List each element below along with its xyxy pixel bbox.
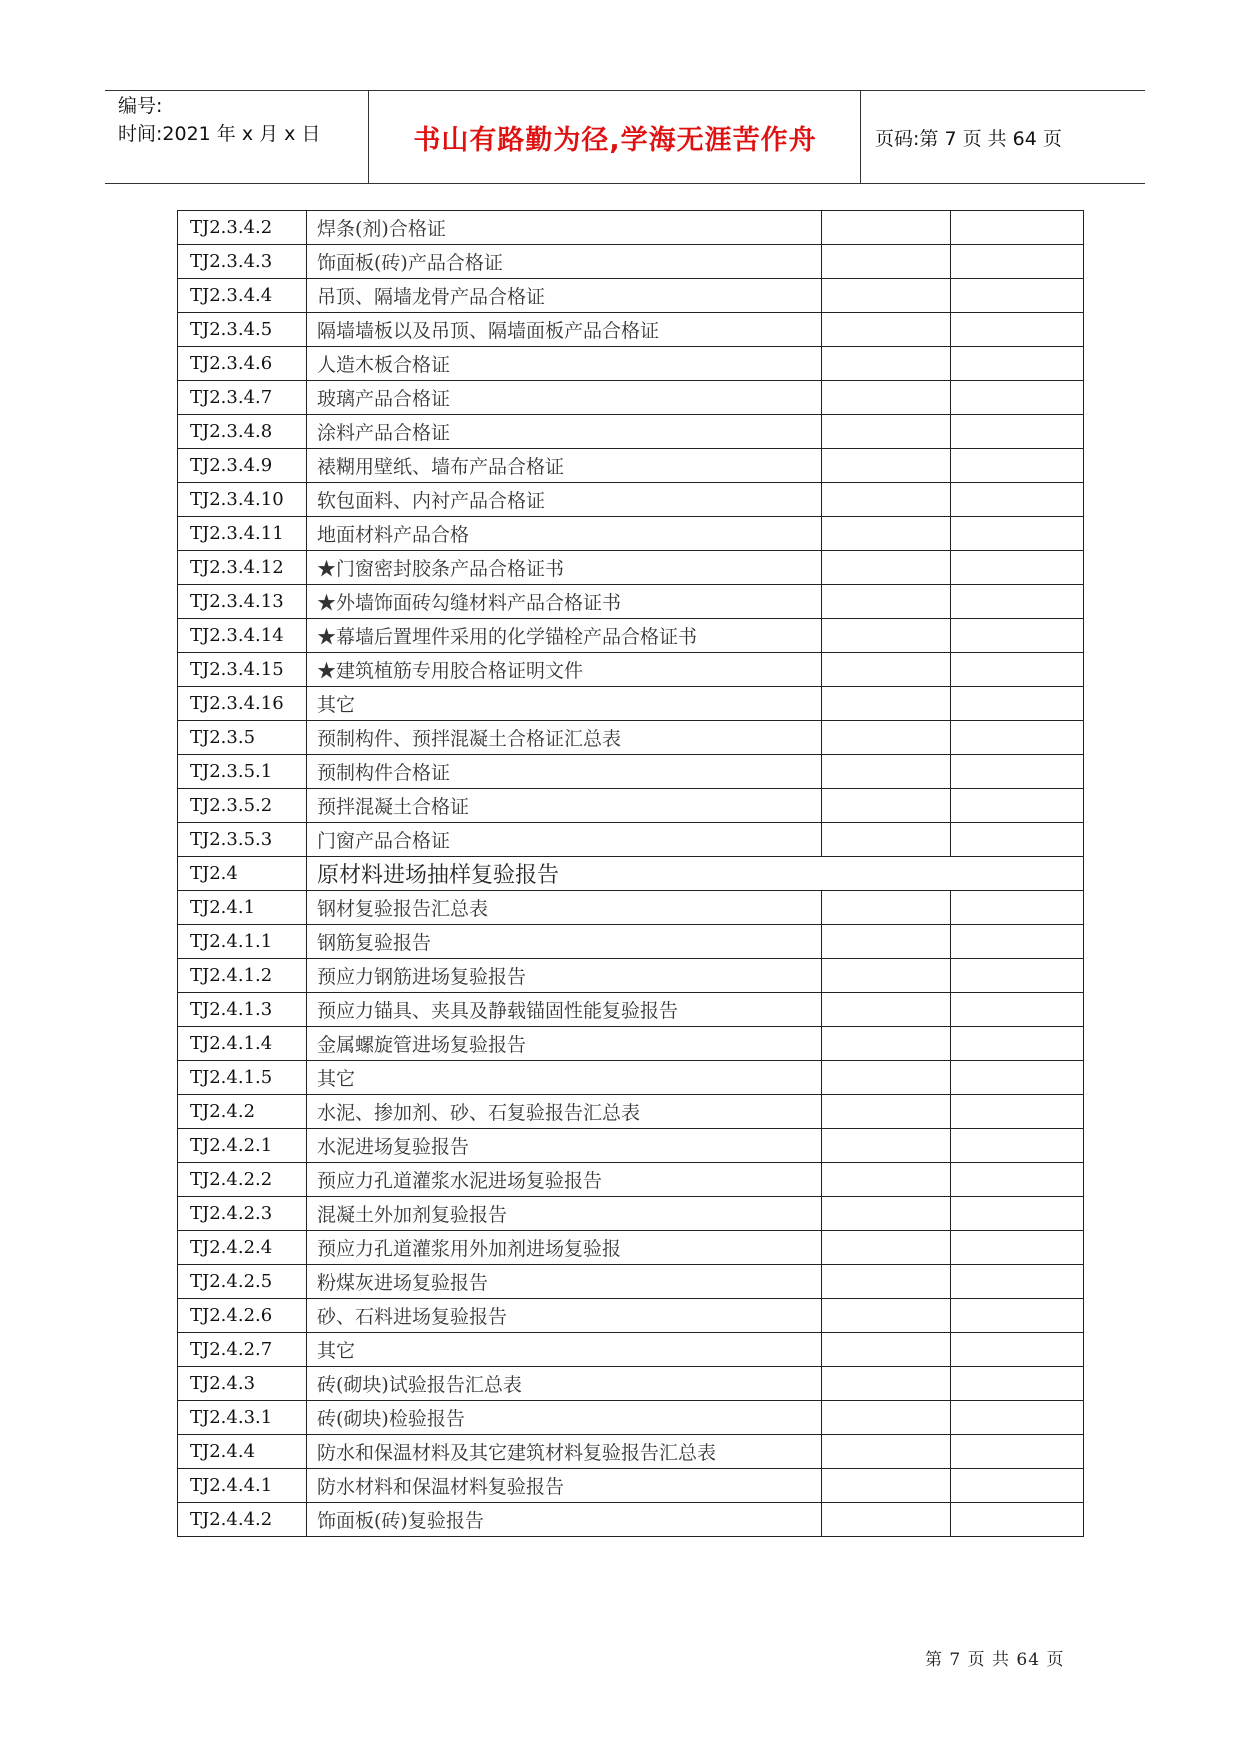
row-blank-cell-b bbox=[951, 1027, 1084, 1061]
row-code: TJ2.4.2.2 bbox=[178, 1163, 307, 1197]
row-blank-cell-a bbox=[822, 1197, 951, 1231]
row-blank-cell-b bbox=[951, 1333, 1084, 1367]
row-code: TJ2.3.4.12 bbox=[178, 551, 307, 585]
row-blank-cell-b bbox=[951, 687, 1084, 721]
row-code: TJ2.4.2.5 bbox=[178, 1265, 307, 1299]
row-blank-cell-a bbox=[822, 1469, 951, 1503]
row-code: TJ2.3.4.10 bbox=[178, 483, 307, 517]
table-row bbox=[178, 1095, 1084, 1129]
table-row bbox=[178, 857, 1084, 891]
row-code: TJ2.4.1.2 bbox=[178, 959, 307, 993]
table-row bbox=[178, 381, 1084, 415]
row-blank-cell-b bbox=[951, 619, 1084, 653]
header-divider-right bbox=[860, 90, 861, 183]
row-code: TJ2.4.3.1 bbox=[178, 1401, 307, 1435]
page-footer: 第 7 页 共 64 页 bbox=[925, 1650, 1065, 1670]
row-name: 粉煤灰进场复验报告 bbox=[307, 1265, 822, 1299]
row-name: 人造木板合格证 bbox=[307, 347, 822, 381]
table-row bbox=[178, 415, 1084, 449]
row-name: 地面材料产品合格 bbox=[307, 517, 822, 551]
row-code: TJ2.3.4.7 bbox=[178, 381, 307, 415]
row-name: 砖(砌块)检验报告 bbox=[307, 1401, 822, 1435]
row-blank-cell-a bbox=[822, 415, 951, 449]
table-row bbox=[178, 483, 1084, 517]
row-blank-cell-a bbox=[822, 1129, 951, 1163]
row-blank-cell-a bbox=[822, 585, 951, 619]
row-blank-cell-b bbox=[951, 449, 1084, 483]
row-blank-cell-b bbox=[951, 585, 1084, 619]
row-code: TJ2.3.4.14 bbox=[178, 619, 307, 653]
row-code: TJ2.4.4.1 bbox=[178, 1469, 307, 1503]
table-row bbox=[178, 245, 1084, 279]
row-name: 原材料进场抽样复验报告 bbox=[307, 857, 1084, 891]
row-blank-cell-b bbox=[951, 653, 1084, 687]
row-code: TJ2.4.2 bbox=[178, 1095, 307, 1129]
row-blank-cell-a bbox=[822, 755, 951, 789]
row-blank-cell-a bbox=[822, 279, 951, 313]
row-name: 预应力锚具、夹具及静载锚固性能复验报告 bbox=[307, 993, 822, 1027]
row-name: 防水材料和保温材料复验报告 bbox=[307, 1469, 822, 1503]
row-blank-cell-b bbox=[951, 993, 1084, 1027]
row-blank-cell-a bbox=[822, 823, 951, 857]
table-row bbox=[178, 1027, 1084, 1061]
table-row bbox=[178, 1061, 1084, 1095]
row-code: TJ2.3.4.5 bbox=[178, 313, 307, 347]
row-code: TJ2.3.4.3 bbox=[178, 245, 307, 279]
row-blank-cell-a bbox=[822, 619, 951, 653]
row-name: 门窗产品合格证 bbox=[307, 823, 822, 857]
row-name: 其它 bbox=[307, 687, 822, 721]
row-blank-cell-b bbox=[951, 1469, 1084, 1503]
row-code: TJ2.3.5 bbox=[178, 721, 307, 755]
row-code: TJ2.3.4.16 bbox=[178, 687, 307, 721]
row-code: TJ2.3.4.8 bbox=[178, 415, 307, 449]
row-code: TJ2.4.4.2 bbox=[178, 1503, 307, 1537]
row-code: TJ2.3.4.11 bbox=[178, 517, 307, 551]
row-blank-cell-a bbox=[822, 1503, 951, 1537]
row-code: TJ2.4.2.3 bbox=[178, 1197, 307, 1231]
row-blank-cell-a bbox=[822, 1435, 951, 1469]
row-name: 钢材复验报告汇总表 bbox=[307, 891, 822, 925]
row-code: TJ2.4.3 bbox=[178, 1367, 307, 1401]
row-blank-cell-b bbox=[951, 245, 1084, 279]
row-name: 涂料产品合格证 bbox=[307, 415, 822, 449]
row-blank-cell-a bbox=[822, 1333, 951, 1367]
row-blank-cell-a bbox=[822, 245, 951, 279]
row-code: TJ2.4.1.4 bbox=[178, 1027, 307, 1061]
row-code: TJ2.4.2.7 bbox=[178, 1333, 307, 1367]
row-code: TJ2.3.5.2 bbox=[178, 789, 307, 823]
time-label: 时间:2021 年 x 月 x 日 bbox=[118, 123, 321, 145]
row-code: TJ2.4.1.1 bbox=[178, 925, 307, 959]
number-label: 编号: bbox=[118, 95, 163, 117]
row-name: 金属螺旋管进场复验报告 bbox=[307, 1027, 822, 1061]
table-row bbox=[178, 925, 1084, 959]
row-blank-cell-a bbox=[822, 1401, 951, 1435]
row-name: 预应力孔道灌浆用外加剂进场复验报 bbox=[307, 1231, 822, 1265]
row-blank-cell-b bbox=[951, 347, 1084, 381]
row-blank-cell-a bbox=[822, 1231, 951, 1265]
row-name: 混凝土外加剂复验报告 bbox=[307, 1197, 822, 1231]
row-blank-cell-b bbox=[951, 1061, 1084, 1095]
row-name: 预拌混凝土合格证 bbox=[307, 789, 822, 823]
row-blank-cell-b bbox=[951, 959, 1084, 993]
row-blank-cell-a bbox=[822, 687, 951, 721]
row-blank-cell-a bbox=[822, 211, 951, 245]
row-name: 预应力孔道灌浆水泥进场复验报告 bbox=[307, 1163, 822, 1197]
table-row bbox=[178, 1265, 1084, 1299]
table-row bbox=[178, 755, 1084, 789]
row-blank-cell-b bbox=[951, 1231, 1084, 1265]
row-blank-cell-b bbox=[951, 313, 1084, 347]
row-code: TJ2.4.2.6 bbox=[178, 1299, 307, 1333]
table-row bbox=[178, 517, 1084, 551]
row-blank-cell-b bbox=[951, 823, 1084, 857]
row-name: 钢筋复验报告 bbox=[307, 925, 822, 959]
table-row bbox=[178, 347, 1084, 381]
row-code: TJ2.3.4.4 bbox=[178, 279, 307, 313]
row-blank-cell-a bbox=[822, 1367, 951, 1401]
row-code: TJ2.3.4.2 bbox=[178, 211, 307, 245]
table-row bbox=[178, 1231, 1084, 1265]
row-blank-cell-a bbox=[822, 347, 951, 381]
header-page-info: 页码:第 7 页 共 64 页 bbox=[875, 128, 1062, 150]
row-blank-cell-b bbox=[951, 1197, 1084, 1231]
row-name: 软包面料、内衬产品合格证 bbox=[307, 483, 822, 517]
row-blank-cell-b bbox=[951, 891, 1084, 925]
row-blank-cell-a bbox=[822, 789, 951, 823]
row-blank-cell-b bbox=[951, 1401, 1084, 1435]
row-blank-cell-a bbox=[822, 449, 951, 483]
table-row bbox=[178, 211, 1084, 245]
row-name: 其它 bbox=[307, 1061, 822, 1095]
table-row bbox=[178, 1469, 1084, 1503]
table-row bbox=[178, 823, 1084, 857]
table-row bbox=[178, 1367, 1084, 1401]
row-blank-cell-b bbox=[951, 415, 1084, 449]
row-name: 饰面板(砖)复验报告 bbox=[307, 1503, 822, 1537]
table-row bbox=[178, 1401, 1084, 1435]
row-code: TJ2.3.5.3 bbox=[178, 823, 307, 857]
row-blank-cell-a bbox=[822, 993, 951, 1027]
row-name: 预制构件、预拌混凝土合格证汇总表 bbox=[307, 721, 822, 755]
row-blank-cell-a bbox=[822, 551, 951, 585]
row-blank-cell-b bbox=[951, 279, 1084, 313]
table-row bbox=[178, 279, 1084, 313]
row-name: 吊顶、隔墙龙骨产品合格证 bbox=[307, 279, 822, 313]
document-table-body bbox=[178, 211, 1084, 1537]
row-name: ★门窗密封胶条产品合格证书 bbox=[307, 551, 822, 585]
row-code: TJ2.3.4.13 bbox=[178, 585, 307, 619]
table-row bbox=[178, 1333, 1084, 1367]
row-blank-cell-a bbox=[822, 1163, 951, 1197]
row-blank-cell-b bbox=[951, 755, 1084, 789]
row-name: 裱糊用壁纸、墙布产品合格证 bbox=[307, 449, 822, 483]
table-row bbox=[178, 891, 1084, 925]
row-blank-cell-a bbox=[822, 483, 951, 517]
header-top-rule bbox=[105, 90, 1145, 91]
header-divider-left bbox=[368, 90, 369, 183]
row-name: ★幕墙后置埋件采用的化学锚栓产品合格证书 bbox=[307, 619, 822, 653]
table-row bbox=[178, 1197, 1084, 1231]
table-row bbox=[178, 653, 1084, 687]
row-blank-cell-a bbox=[822, 1027, 951, 1061]
table-row bbox=[178, 1163, 1084, 1197]
row-blank-cell-b bbox=[951, 925, 1084, 959]
row-blank-cell-b bbox=[951, 1367, 1084, 1401]
row-blank-cell-a bbox=[822, 653, 951, 687]
row-name: 水泥进场复验报告 bbox=[307, 1129, 822, 1163]
row-name: 砖(砌块)试验报告汇总表 bbox=[307, 1367, 822, 1401]
table-row bbox=[178, 721, 1084, 755]
header-meta bbox=[118, 92, 320, 148]
row-name: 防水和保温材料及其它建筑材料复验报告汇总表 bbox=[307, 1435, 822, 1469]
row-code: TJ2.4.2.4 bbox=[178, 1231, 307, 1265]
row-name: 饰面板(砖)产品合格证 bbox=[307, 245, 822, 279]
row-name: 预应力钢筋进场复验报告 bbox=[307, 959, 822, 993]
row-blank-cell-a bbox=[822, 1061, 951, 1095]
row-blank-cell-b bbox=[951, 1129, 1084, 1163]
document-table bbox=[177, 210, 1084, 1537]
row-blank-cell-a bbox=[822, 1265, 951, 1299]
table-row bbox=[178, 1503, 1084, 1537]
row-code: TJ2.3.4.9 bbox=[178, 449, 307, 483]
row-blank-cell-b bbox=[951, 1503, 1084, 1537]
row-blank-cell-b bbox=[951, 721, 1084, 755]
row-blank-cell-b bbox=[951, 1163, 1084, 1197]
header-slogan: 书山有路勤为径,学海无涯苦作舟 bbox=[413, 125, 817, 156]
table-row bbox=[178, 993, 1084, 1027]
row-blank-cell-a bbox=[822, 1095, 951, 1129]
row-code: TJ2.4.1.5 bbox=[178, 1061, 307, 1095]
table-row bbox=[178, 1129, 1084, 1163]
row-code: TJ2.4.4 bbox=[178, 1435, 307, 1469]
row-blank-cell-a bbox=[822, 925, 951, 959]
row-code: TJ2.3.5.1 bbox=[178, 755, 307, 789]
table-row bbox=[178, 789, 1084, 823]
row-blank-cell-a bbox=[822, 891, 951, 925]
row-blank-cell-b bbox=[951, 1299, 1084, 1333]
table-row bbox=[178, 619, 1084, 653]
row-blank-cell-a bbox=[822, 721, 951, 755]
table-row bbox=[178, 1299, 1084, 1333]
row-blank-cell-b bbox=[951, 211, 1084, 245]
row-blank-cell-b bbox=[951, 789, 1084, 823]
row-code: TJ2.4 bbox=[178, 857, 307, 891]
row-blank-cell-b bbox=[951, 483, 1084, 517]
table-row bbox=[178, 1435, 1084, 1469]
row-blank-cell-b bbox=[951, 517, 1084, 551]
row-blank-cell-a bbox=[822, 1299, 951, 1333]
row-blank-cell-a bbox=[822, 517, 951, 551]
row-name: ★外墙饰面砖勾缝材料产品合格证书 bbox=[307, 585, 822, 619]
row-blank-cell-b bbox=[951, 1435, 1084, 1469]
row-blank-cell-b bbox=[951, 381, 1084, 415]
row-code: TJ2.4.2.1 bbox=[178, 1129, 307, 1163]
row-blank-cell-a bbox=[822, 381, 951, 415]
row-name: 其它 bbox=[307, 1333, 822, 1367]
table-row bbox=[178, 585, 1084, 619]
row-blank-cell-b bbox=[951, 551, 1084, 585]
table-row bbox=[178, 551, 1084, 585]
row-name: 水泥、掺加剂、砂、石复验报告汇总表 bbox=[307, 1095, 822, 1129]
row-name: 焊条(剂)合格证 bbox=[307, 211, 822, 245]
header-bottom-rule bbox=[105, 183, 1145, 184]
table-row bbox=[178, 959, 1084, 993]
row-name: ★建筑植筋专用胶合格证明文件 bbox=[307, 653, 822, 687]
table-row bbox=[178, 687, 1084, 721]
row-name: 隔墙墙板以及吊顶、隔墙面板产品合格证 bbox=[307, 313, 822, 347]
table-row bbox=[178, 313, 1084, 347]
row-name: 预制构件合格证 bbox=[307, 755, 822, 789]
row-code: TJ2.4.1.3 bbox=[178, 993, 307, 1027]
table-row bbox=[178, 449, 1084, 483]
row-blank-cell-a bbox=[822, 959, 951, 993]
row-code: TJ2.3.4.6 bbox=[178, 347, 307, 381]
row-name: 玻璃产品合格证 bbox=[307, 381, 822, 415]
row-code: TJ2.4.1 bbox=[178, 891, 307, 925]
row-name: 砂、石料进场复验报告 bbox=[307, 1299, 822, 1333]
row-code: TJ2.3.4.15 bbox=[178, 653, 307, 687]
row-blank-cell-a bbox=[822, 313, 951, 347]
row-blank-cell-b bbox=[951, 1265, 1084, 1299]
row-blank-cell-b bbox=[951, 1095, 1084, 1129]
